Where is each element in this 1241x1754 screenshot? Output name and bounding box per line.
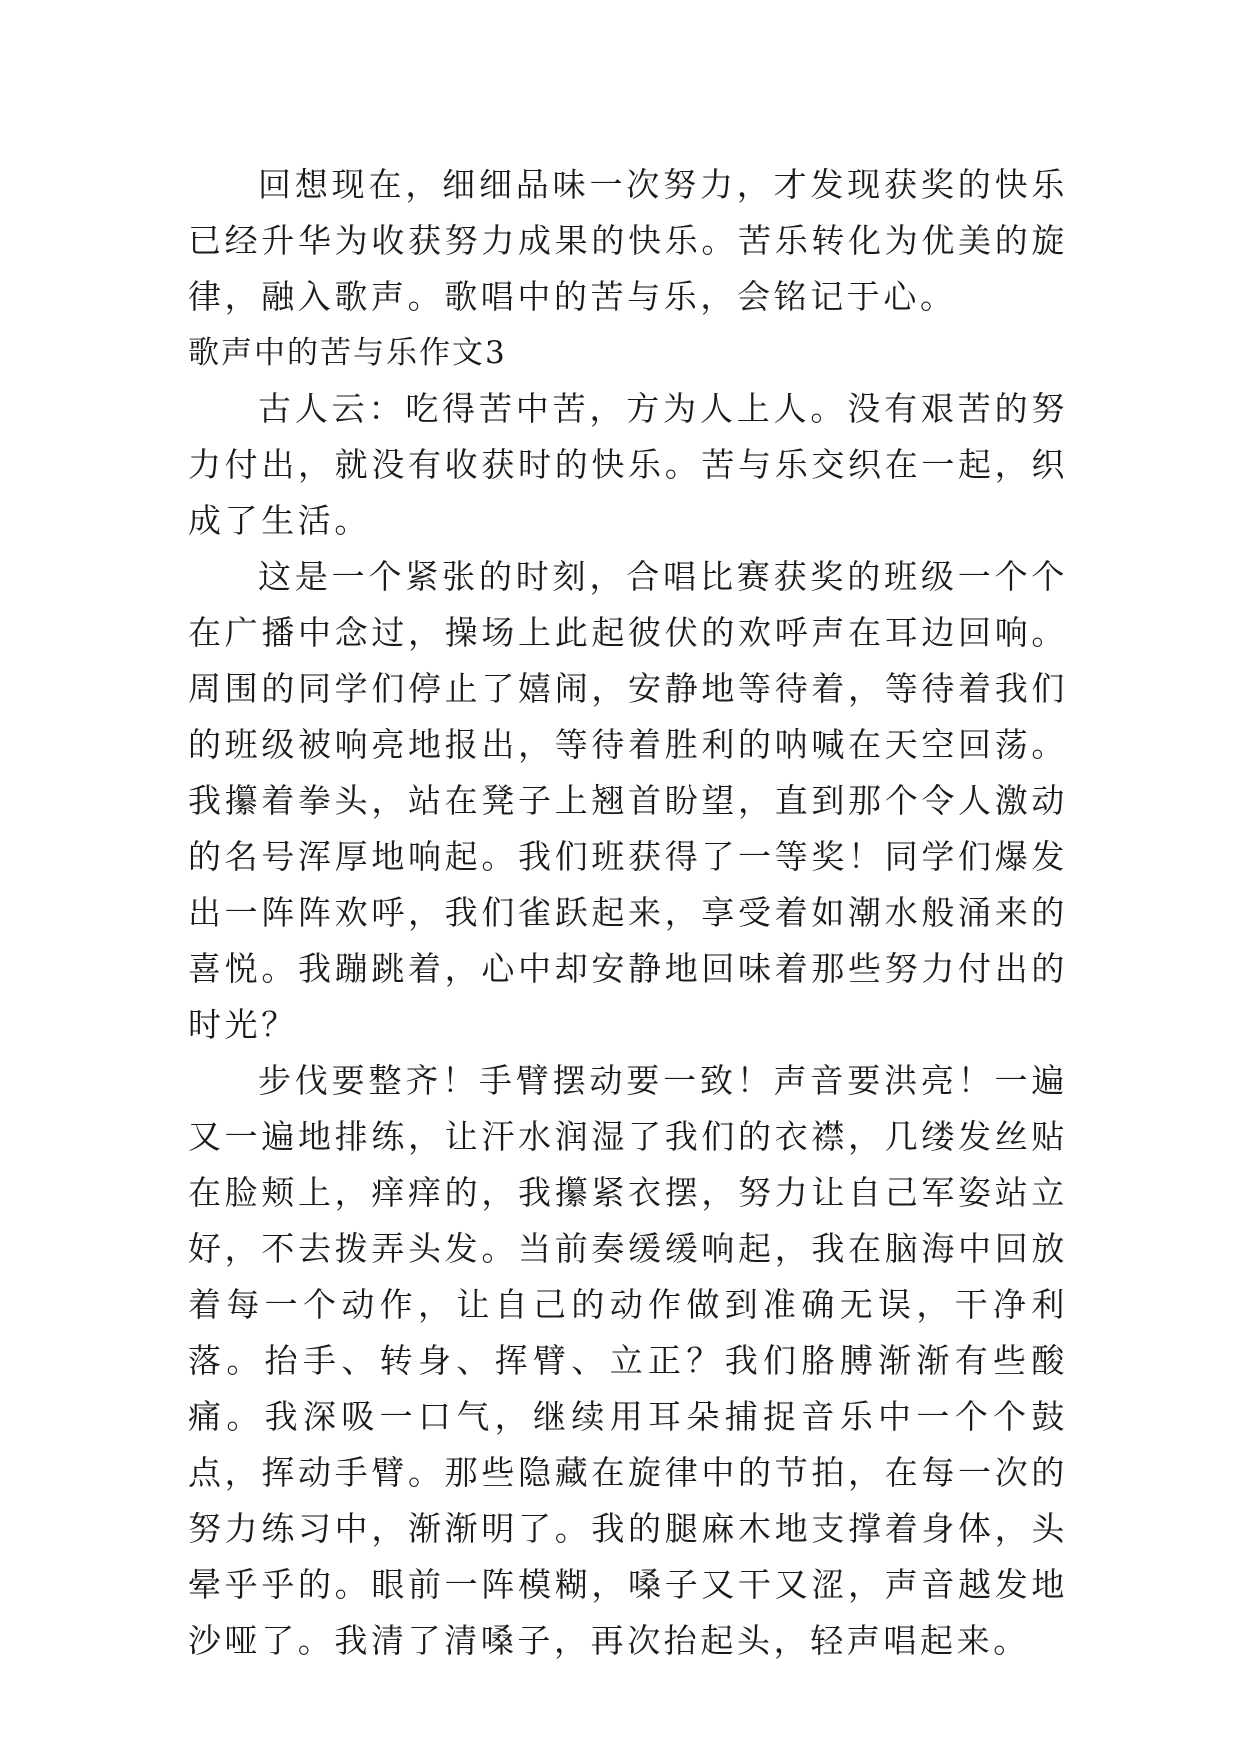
paragraph-intro: 古人云：吃得苦中苦，方为人上人。没有艰苦的努力付出，就没有收获时的快乐。苦与乐交织在一起，织成了生活。 — [188, 389, 1068, 540]
paragraph-rehearsal: 步伐要整齐！手臂摆动要一致！声音要洪亮！一遍又一遍地排练，让汗水润湿了我们的衣襟，几缕发丝贴在脸颊上，痒痒的，我攥紧衣摆，努力让自己军姿站立好，不去拨弄头发。当前奏缓缓响起，我在脑海中回放着每一个动作，让自己的动作做到准确无误，干净利落。抬手、转身、挥臂、立正？我们胳膊渐渐有些酸痛。我深吸一口气，继续用耳朵捕捉音乐中一个个鼓点，挥动手臂。那些隐藏在旋律中的节拍，在每一次的努力练习中，渐渐明了。我的腿麻木地支撑着身体，头晕乎乎的。眼前一阵模糊，嗓子又干又涩，声音越发地沙哑了。我清了清嗓子，再次抬起头，轻声唱起来。 — [188, 1061, 1068, 1660]
document-body — [188, 157, 1068, 1669]
paragraph-award-moment: 这是一个紧张的时刻，合唱比赛获奖的班级一个个在广播中念过，操场上此起彼伏的欢呼声在耳边回响。周围的同学们停止了嬉闹，安静地等待着，等待着我们的班级被响亮地报出，等待着胜利的呐喊在天空回荡。我攥着拳头，站在凳子上翘首盼望，直到那个令人激动的名号浑厚地响起。我们班获得了一等奖！同学们爆发出一阵阵欢呼，我们雀跃起来，享受着如潮水般涌来的喜悦。我蹦跳着，心中却安静地回味着那些努力付出的时光？ — [188, 557, 1068, 1044]
essay-title: 歌声中的苦与乐作文3 — [188, 335, 507, 371]
paragraph-reflection: 回想现在，细细品味一次努力，才发现获奖的快乐已经升华为收获努力成果的快乐。苦乐转化为优美的旋律，融入歌声。歌唱中的苦与乐，会铭记于心。 — [188, 165, 1068, 316]
